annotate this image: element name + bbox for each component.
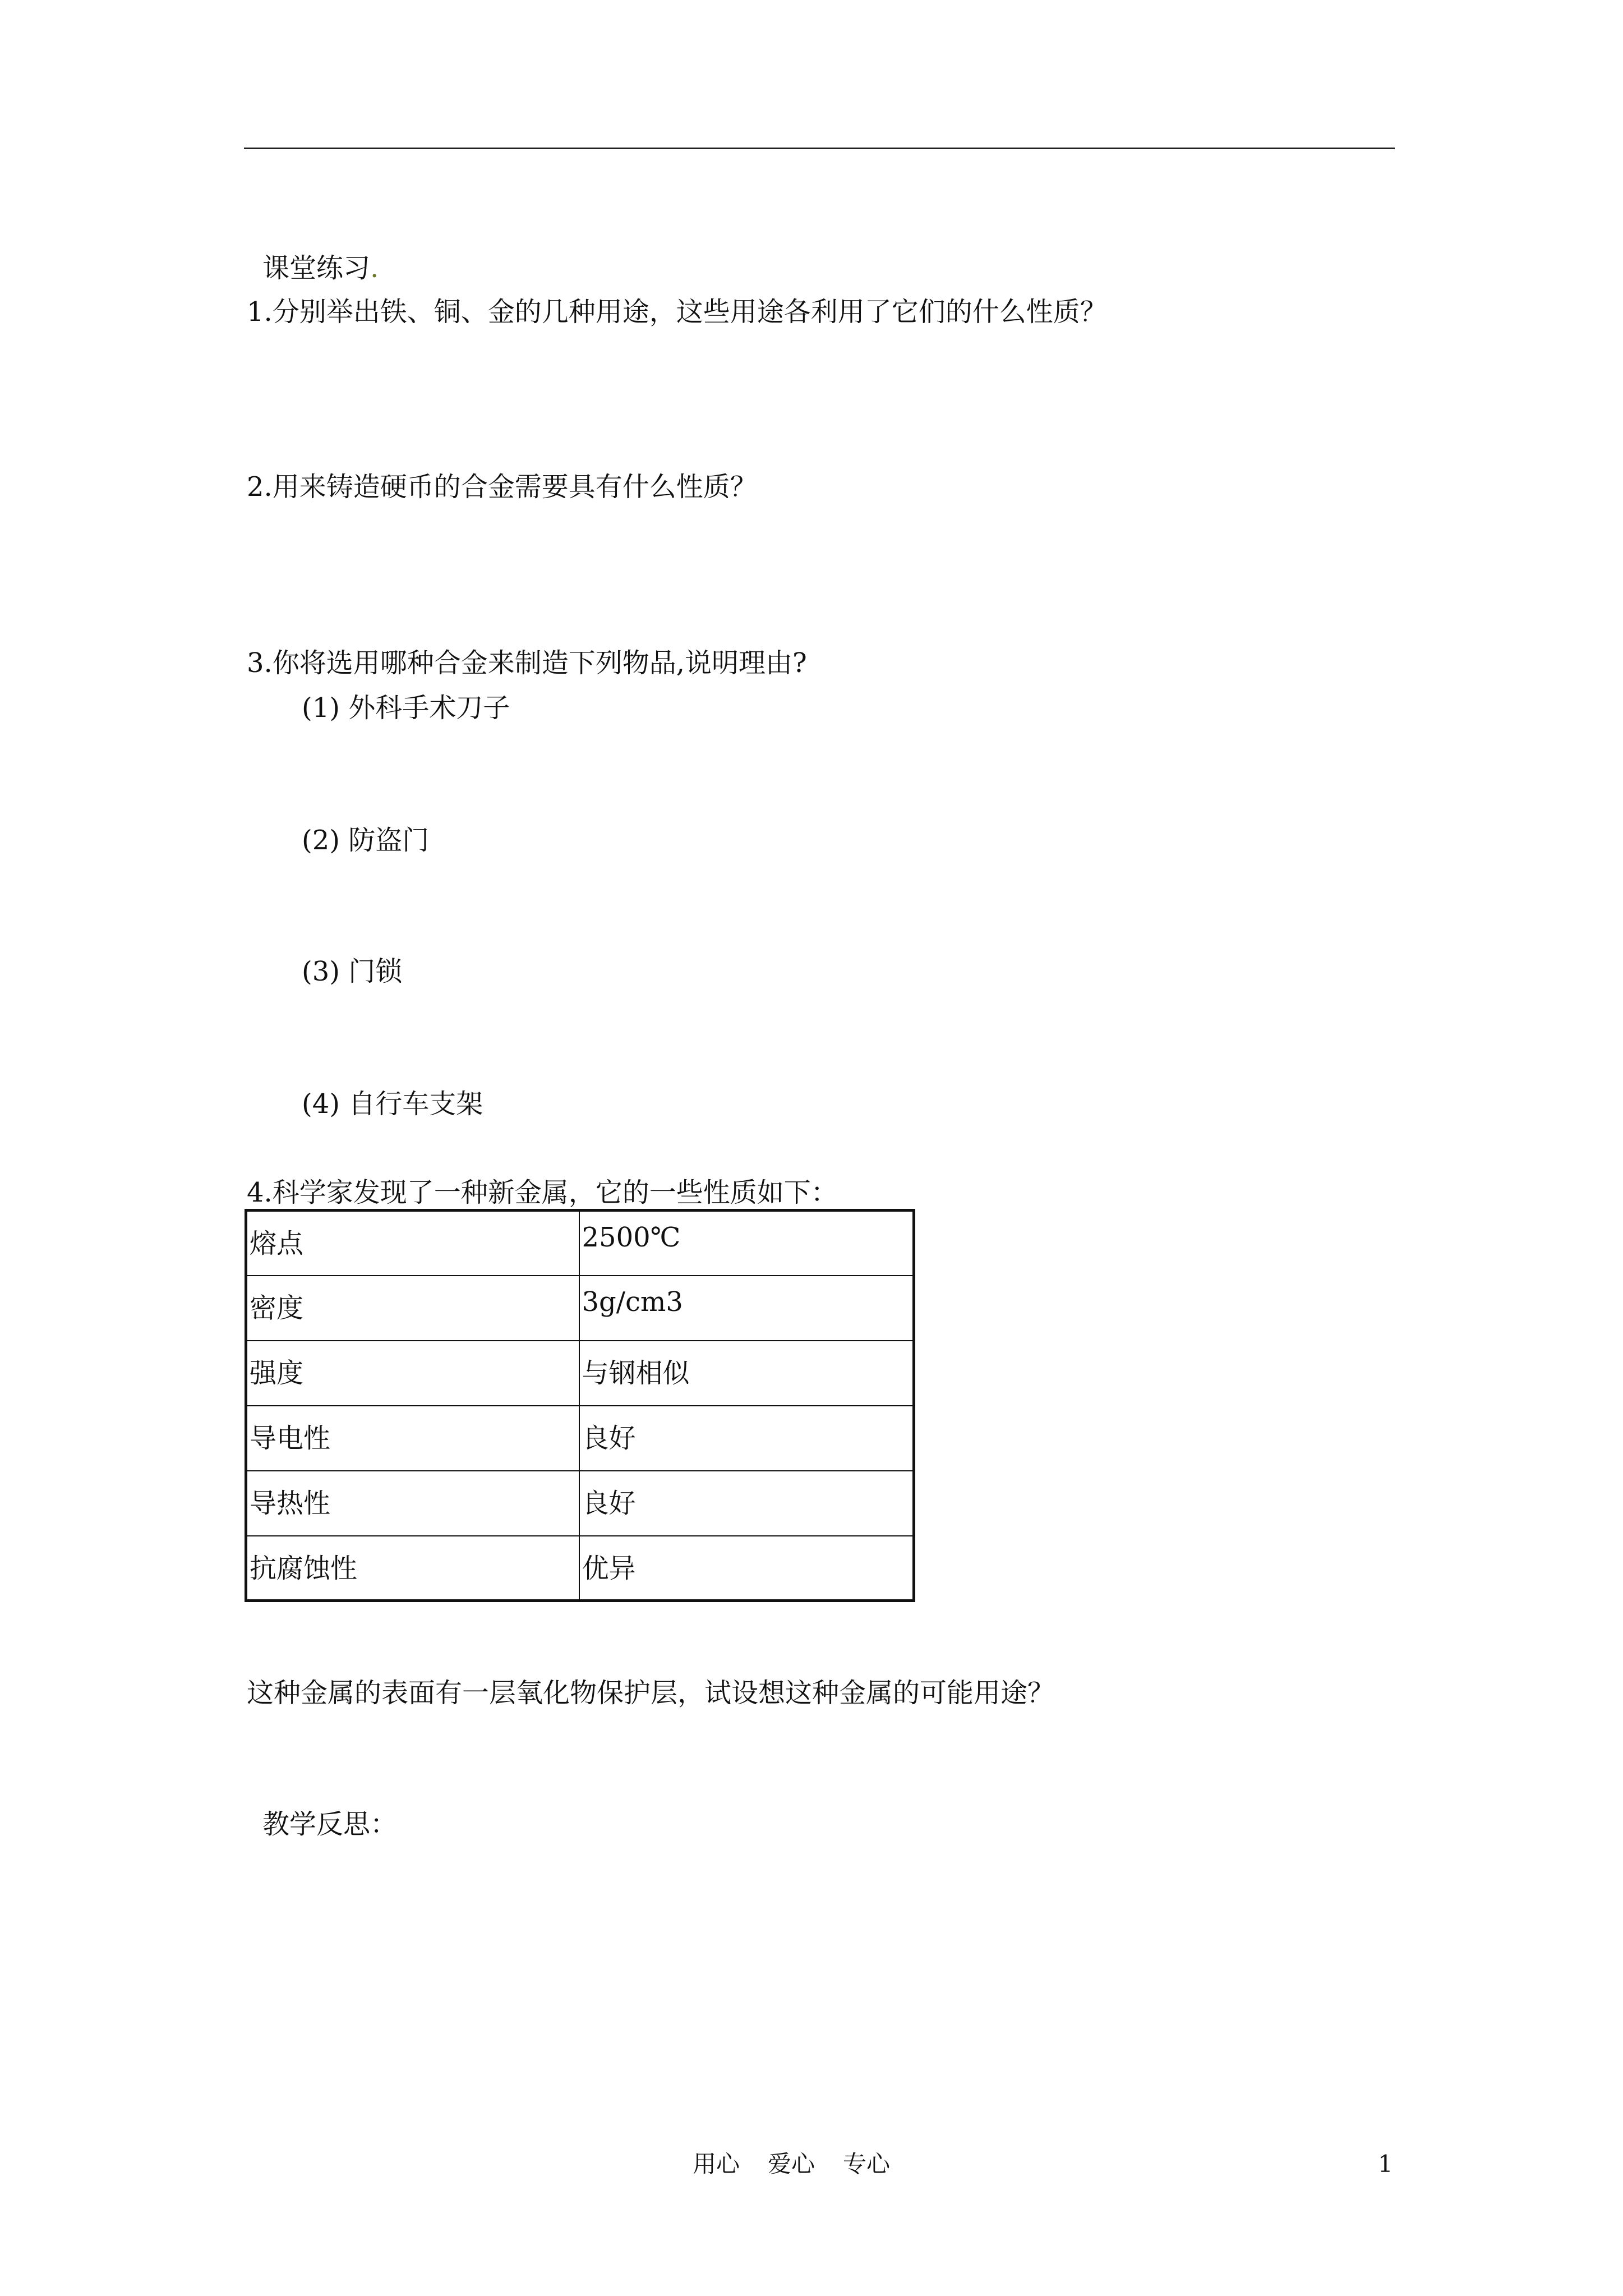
header-rule xyxy=(244,148,1395,149)
property-value: 与钢相似 xyxy=(579,1341,914,1406)
property-value: 良好 xyxy=(579,1471,914,1536)
property-name: 导热性 xyxy=(246,1471,579,1536)
table-row xyxy=(246,1471,914,1536)
property-name: 熔点 xyxy=(246,1211,579,1276)
question-4: 4.科学家发现了一种新金属，它的一些性质如下： xyxy=(247,1177,838,1208)
sub-item-3: (3) 门锁 xyxy=(302,956,403,987)
sub-item-2: (2) 防盗门 xyxy=(302,825,430,856)
property-value: 3g/cm3 xyxy=(579,1276,914,1341)
sub-item-1: (1) 外科手术刀子 xyxy=(302,692,510,724)
section-title-text: 课堂练习 xyxy=(262,252,371,284)
property-value: 2500℃ xyxy=(579,1211,914,1276)
question-2: 2.用来铸造硬币的合金需要具有什么性质？ xyxy=(247,471,757,503)
property-name: 密度 xyxy=(246,1276,579,1341)
question-1: 1.分别举出铁、铜、金的几种用途，这些用途各利用了它们的什么性质？ xyxy=(247,296,1107,328)
property-name: 导电性 xyxy=(246,1406,579,1471)
table-row xyxy=(246,1211,914,1276)
question-3: 3.你将选用哪种合金来制造下列物品,说明理由? xyxy=(247,647,807,679)
footer-motto: 用心 xyxy=(693,2150,740,2178)
property-value: 优异 xyxy=(579,1536,914,1601)
property-name: 抗腐蚀性 xyxy=(246,1536,579,1601)
footer-motto: 专心 xyxy=(843,2150,891,2178)
table-row xyxy=(246,1276,914,1341)
footer-mottos xyxy=(693,2148,890,2180)
table-row xyxy=(246,1406,914,1471)
table-row xyxy=(246,1536,914,1601)
property-name: 强度 xyxy=(246,1341,579,1406)
page-number: 1 xyxy=(1378,2150,1393,2178)
footer-motto: 爱心 xyxy=(768,2150,815,2178)
sub-item-4: (4) 自行车支架 xyxy=(302,1088,483,1120)
section-title-dot: . xyxy=(370,252,379,284)
property-value: 良好 xyxy=(579,1406,914,1471)
reflection-label: 教学反思： xyxy=(262,1809,398,1840)
table-row xyxy=(246,1341,914,1406)
follow-up-question: 这种金属的表面有一层氧化物保护层，试设想这种金属的可能用途？ xyxy=(247,1677,1055,1709)
section-title xyxy=(262,251,379,285)
property-table xyxy=(245,1209,915,1602)
